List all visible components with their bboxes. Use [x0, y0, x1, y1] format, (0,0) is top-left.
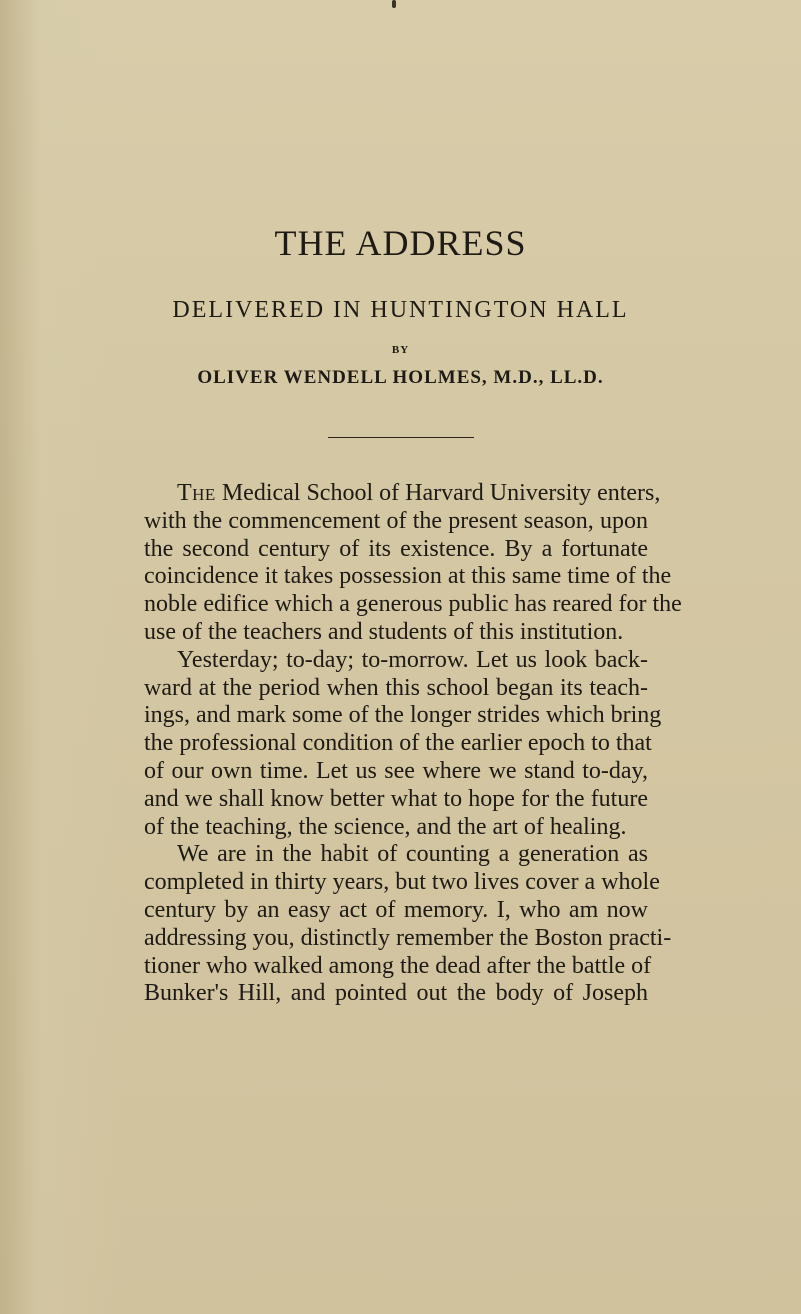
text-line: of our own time. Let us see where we stand to-day, — [144, 757, 648, 784]
text-line: and we shall know better what to hope for the future — [144, 785, 648, 812]
text-line: coincidence it takes possession at this same time of the — [144, 563, 672, 590]
byline-label: BY — [391, 344, 410, 356]
lead-word: The — [177, 480, 216, 506]
text-line: the professional condition of the earlier epoch to that — [144, 730, 652, 757]
text-line: Yesterday; to-day; to-morrow. Let us look back- — [177, 646, 648, 673]
divider-rule — [328, 437, 474, 438]
text-line: the second century of its existence. By a fortunate — [144, 535, 648, 562]
body-text — [144, 480, 682, 1008]
text-line: ward at the period when this school began its teach- — [144, 674, 648, 701]
text-line — [144, 480, 661, 508]
line-text: Medical School of Harvard University enters, — [221, 480, 661, 506]
author-name: OLIVER WENDELL HOLMES, M.D., LL.D. — [197, 367, 604, 388]
text-line: We are in the habit of counting a generation as — [177, 841, 648, 868]
text-line: completed in thirty years, but two lives cover a whole — [144, 869, 660, 896]
text-line: Bunker's Hill, and pointed out the body of Joseph — [144, 980, 648, 1007]
page-mark — [392, 0, 396, 8]
text-line: noble edifice which a generous public has reared for the — [144, 591, 682, 618]
text-line: century by an easy act of memory. I, who am now — [144, 896, 648, 923]
text-line: use of the teachers and students of this institution. — [144, 618, 624, 645]
text-line: tioner who walked among the dead after the battle of — [144, 952, 652, 979]
text-line: addressing you, distinctly remember the Boston practi- — [144, 924, 672, 951]
page-subtitle: DELIVERED IN HUNTINGTON HALL — [172, 297, 629, 323]
text-line: with the commencement of the present season, upon — [144, 507, 648, 534]
text-line: ings, and mark some of the longer strides which bring — [144, 702, 662, 729]
page-title: THE ADDRESS — [274, 223, 527, 263]
text-line: of the teaching, the science, and the art of healing. — [144, 813, 627, 840]
